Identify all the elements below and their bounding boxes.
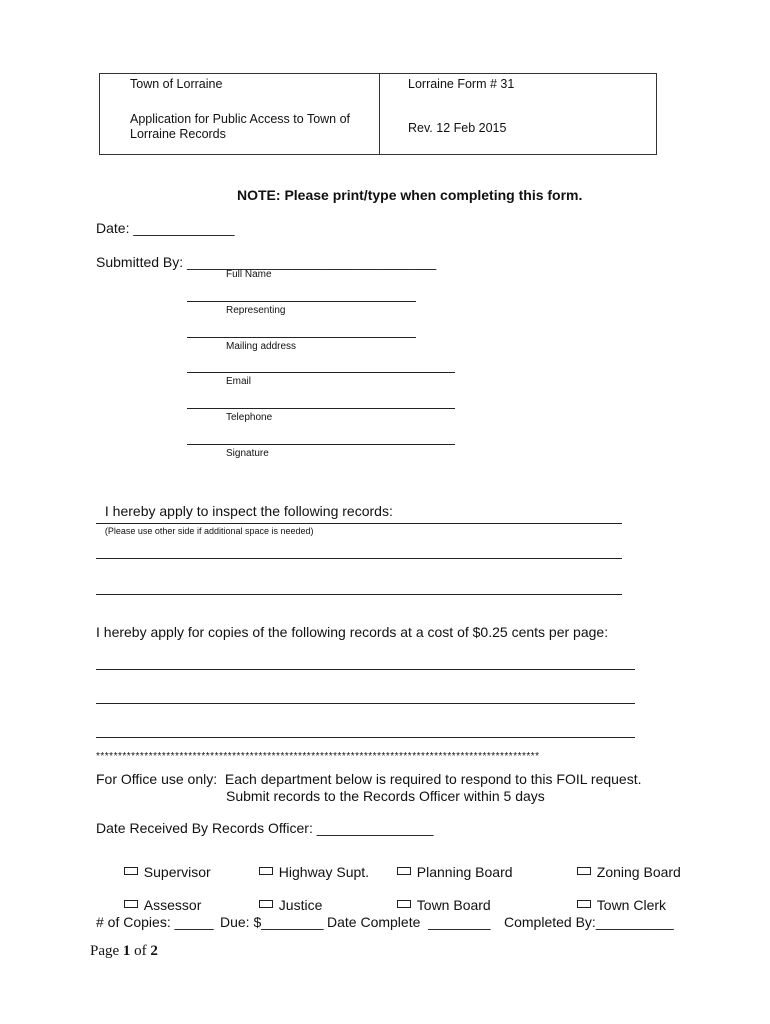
page-number (90, 943, 158, 960)
checkbox-icon[interactable] (124, 900, 138, 908)
checkbox-assessor[interactable] (116, 881, 201, 913)
copies-count-field[interactable]: # of Copies: _____ (96, 914, 214, 930)
completed-by-field[interactable]: Completed By:__________ (504, 914, 674, 930)
checkbox-icon[interactable] (397, 867, 411, 875)
form-title-line2: Lorraine Records (130, 127, 226, 141)
header-divider (379, 74, 380, 154)
telephone-label: Telephone (226, 412, 273, 423)
page-current: 1 (122, 943, 131, 959)
full-name-label: Full Name (226, 269, 272, 280)
email-line[interactable] (187, 372, 455, 373)
telephone-line[interactable] (187, 408, 455, 409)
checkbox-planning[interactable] (389, 848, 513, 880)
date-received-field[interactable]: Date Received By Records Officer: _______________ (96, 820, 434, 836)
town-clerk-label: Town Clerk (596, 897, 667, 913)
checkbox-highway[interactable] (251, 848, 369, 880)
town-name: Town of Lorraine (130, 77, 223, 91)
page-prefix: Page (90, 943, 123, 959)
form-number: Lorraine Form # 31 (408, 77, 515, 91)
office-use-line1: For Office use only: Each department below is required to respond to this FOIL request. (96, 771, 642, 787)
revision: Rev. 12 Feb 2015 (408, 121, 507, 135)
zoning-label: Zoning Board (596, 864, 681, 880)
submitted-by-field[interactable]: Submitted By: ________________________________ (96, 254, 437, 270)
checkbox-justice[interactable] (251, 881, 322, 913)
signature-line[interactable] (187, 444, 455, 445)
copies-line-2[interactable] (96, 703, 635, 704)
checkbox-town-board[interactable] (389, 881, 491, 913)
inspect-line-1[interactable] (96, 523, 622, 524)
form-title-line1: Application for Public Access to Town of (130, 112, 351, 126)
email-label: Email (226, 376, 252, 387)
copies-line-1[interactable] (96, 669, 635, 670)
town-board-label: Town Board (416, 897, 491, 913)
checkbox-icon[interactable] (124, 867, 138, 875)
copies-heading: I hereby apply for copies of the following records at a cost of $0.25 cents per page: (96, 624, 609, 640)
office-use-line2: Submit records to the Records Officer within 5 days (226, 788, 545, 804)
date-field[interactable]: Date: _____________ (96, 220, 235, 236)
inspect-line-2[interactable] (96, 558, 622, 559)
checkbox-icon[interactable] (259, 867, 273, 875)
supervisor-label: Supervisor (143, 864, 211, 880)
checkbox-supervisor[interactable] (116, 848, 211, 880)
checkbox-icon[interactable] (259, 900, 273, 908)
inspect-records-heading (96, 485, 393, 539)
checkbox-icon[interactable] (397, 900, 411, 908)
inspect-note: (Please use other side if additional space is needed) (104, 526, 314, 536)
asterisk-separator: ***************************************************************************************************** (96, 751, 540, 762)
highway-label: Highway Supt. (278, 864, 370, 880)
representing-label: Representing (226, 305, 286, 316)
signature-label: Signature (226, 448, 269, 459)
justice-label: Justice (278, 897, 323, 913)
checkbox-icon[interactable] (577, 867, 591, 875)
representing-line[interactable] (187, 301, 416, 302)
checkbox-icon[interactable] (577, 900, 591, 908)
copies-line-3[interactable] (96, 737, 635, 738)
planning-label: Planning Board (416, 864, 513, 880)
inspect-line-3[interactable] (96, 594, 622, 595)
inspect-label: I hereby apply to inspect the following records: (104, 503, 393, 519)
checkbox-zoning[interactable] (569, 848, 681, 880)
form-note: NOTE: Please print/type when completing this form. (237, 187, 583, 203)
assessor-label: Assessor (143, 897, 202, 913)
checkbox-town-clerk[interactable] (569, 881, 666, 913)
page-total: 2 (150, 943, 158, 959)
mailing-address-line[interactable] (187, 337, 416, 338)
due-field[interactable]: Due: $________ (220, 914, 324, 930)
mailing-address-label: Mailing address (226, 341, 297, 352)
page-of: of (130, 943, 151, 959)
date-complete-field[interactable]: Date Complete ________ (327, 914, 491, 930)
